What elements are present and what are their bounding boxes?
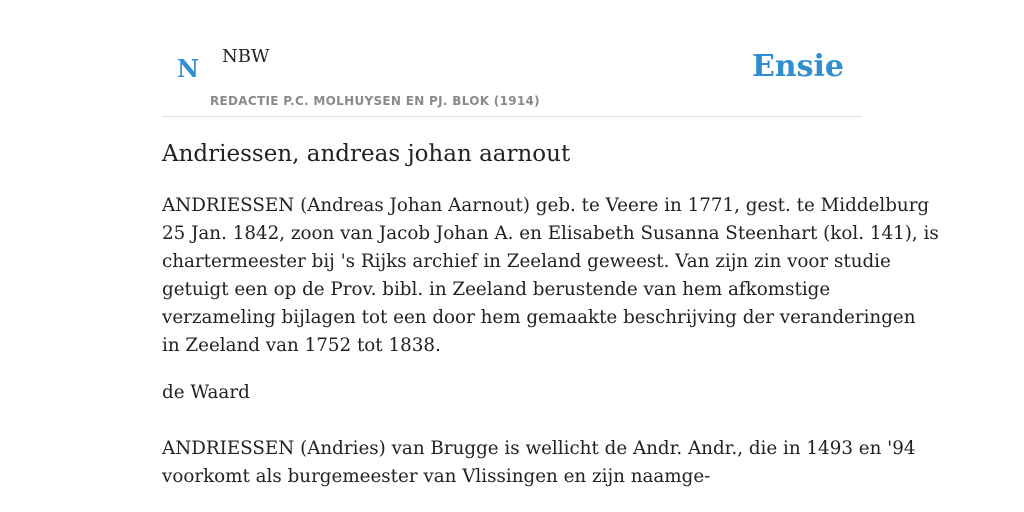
page-title: Andriessen, andreas johan aarnout [162,141,571,167]
brand-logo[interactable]: Ensie [751,49,844,84]
source-logo[interactable]: N [177,54,199,83]
paragraph-line: getuigt een op de Prov. bibl. in Zeeland berustende van hem afkomstige [162,279,831,300]
source-subtitle: REDACTIE P.C. MOLHUYSEN EN PJ. BLOK (1914) [210,94,540,108]
source-name[interactable]: NBW [222,46,270,67]
paragraph-line: verzameling bijlagen tot een door hem gemaakte beschrijving der veranderingen [162,307,916,328]
header [162,0,862,117]
article-author: de Waard [162,382,250,403]
paragraph-line: 25 Jan. 1842, zoon van Jacob Johan A. en Elisabeth Susanna Steenhart (kol. 141), is [162,223,939,244]
paragraph-line: ANDRIESSEN (Andreas Johan Aarnout) geb. te Veere in 1771, gest. te Middelburg [162,195,930,216]
article-paragraph [162,192,939,360]
paragraph-line: chartermeester bij 's Rijks archief in Zeeland geweest. Van zijn zin voor studie [162,251,891,272]
paragraph-line: voorkomt als burgemeester van Vlissingen en zijn naamge- [162,466,711,487]
paragraph-line: in Zeeland van 1752 tot 1838. [162,335,441,356]
paragraph-line: ANDRIESSEN (Andries) van Brugge is wellicht de Andr. Andr., die in 1493 en '94 [162,438,916,459]
article-paragraph [162,435,916,491]
